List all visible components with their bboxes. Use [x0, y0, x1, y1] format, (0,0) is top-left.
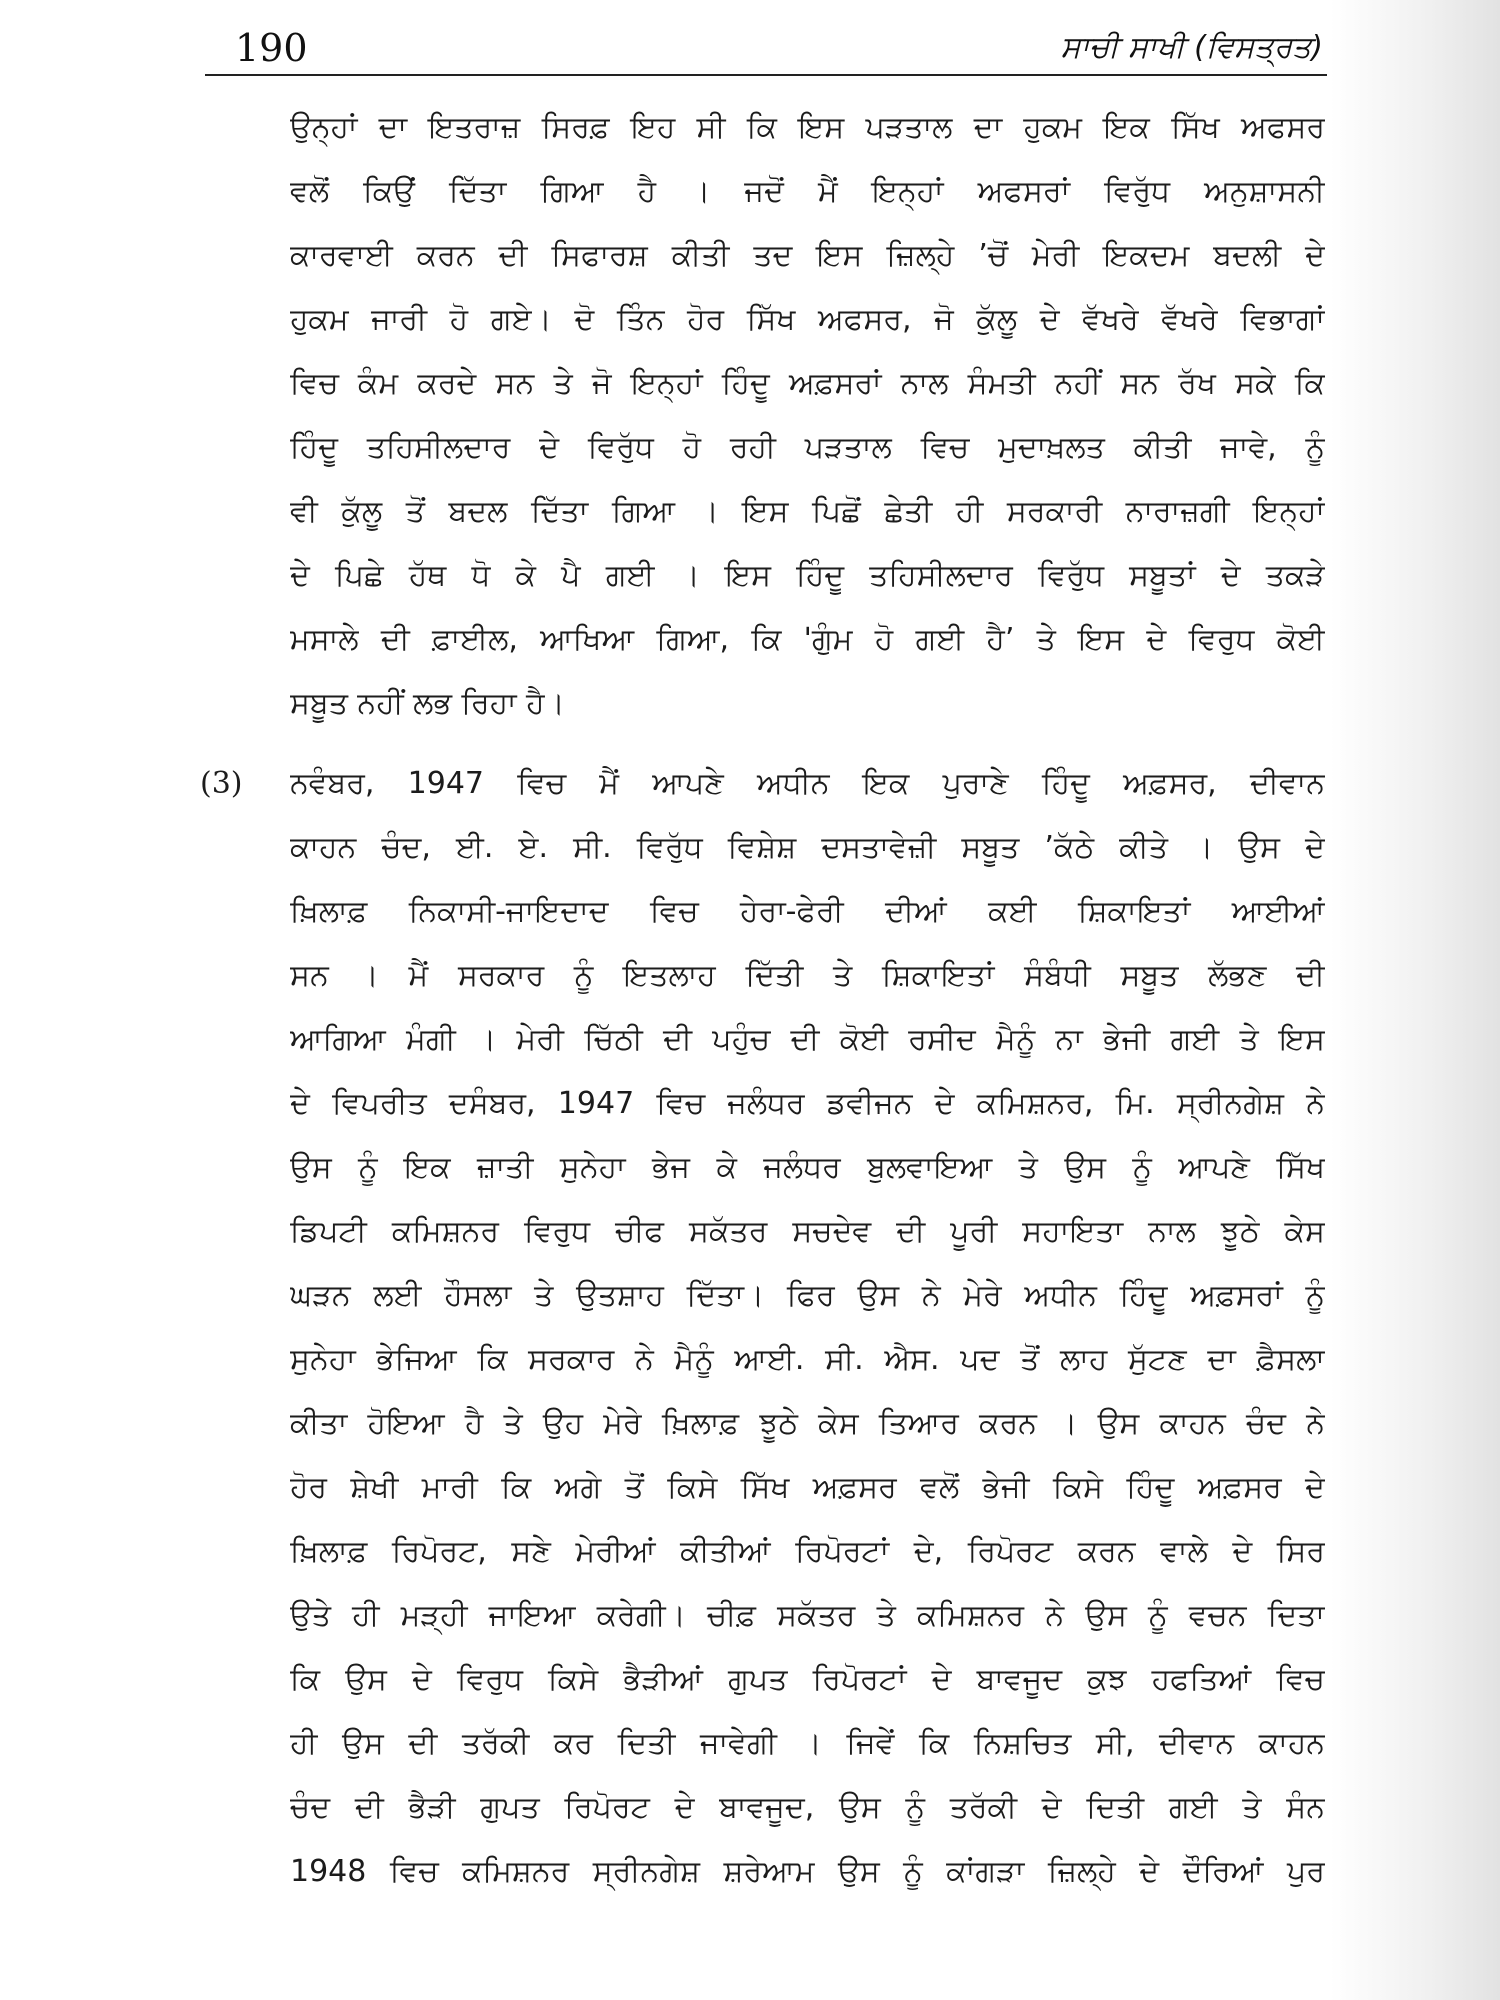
text-line: ਕੀਤਾ ਹੋਇਆ ਹੈ ਤੇ ਉਹ ਮੇਰੇ ਖ਼ਿਲਾਫ਼ ਝੂਠੇ ਕੇਸ ਤਿਆਰ ਕਰਨ । ਉਸ ਕਾਹਨ ਚੰਦ ਨੇ — [290, 1406, 1325, 1441]
header-rule — [205, 74, 1327, 76]
text-line: ਘੜਨ ਲਈ ਹੌਸਲਾ ਤੇ ਉਤਸ਼ਾਹ ਦਿੱਤਾ। ਫਿਰ ਉਸ ਨੇ ਮੇਰੇ ਅਧੀਨ ਹਿੰਦੂ ਅਫ਼ਸਰਾਂ ਨੂੰ — [290, 1278, 1325, 1313]
text-line: ਉਨ੍ਹਾਂ ਦਾ ਇਤਰਾਜ਼ ਸਿਰਫ਼ ਇਹ ਸੀ ਕਿ ਇਸ ਪੜਤਾਲ ਦਾ ਹੁਕਮ ਇਕ ਸਿੱਖ ਅਫਸਰ — [290, 110, 1325, 145]
text-line: ਦੇ ਵਿਪਰੀਤ ਦਸੰਬਰ, 1947 ਵਿਚ ਜਲੰਧਰ ਡਵੀਜਨ ਦੇ ਕਮਿਸ਼ਨਰ, ਮਿ. ਸ੍ਰੀਨਗੇਸ਼ ਨੇ — [290, 1086, 1325, 1121]
running-title: ਸਾਚੀ ਸਾਖੀ (ਵਿਸਤ੍ਰਤ) — [1060, 30, 1323, 65]
page-edge-shadow — [1330, 0, 1500, 2000]
text-line: ਵੀ ਕੁੱਲੂ ਤੋਂ ਬਦਲ ਦਿੱਤਾ ਗਿਆ । ਇਸ ਪਿਛੋਂ ਛੇਤੀ ਹੀ ਸਰਕਾਰੀ ਨਾਰਾਜ਼ਗੀ ਇਨ੍ਹਾਂ — [290, 494, 1325, 529]
text-line: ਕਿ ਉਸ ਦੇ ਵਿਰੁਧ ਕਿਸੇ ਭੈੜੀਆਂ ਗੁਪਤ ਰਿਪੋਰਟਾਂ ਦੇ ਬਾਵਜੂਦ ਕੁਝ ਹਫਤਿਆਂ ਵਿਚ — [290, 1662, 1325, 1697]
item-number: (3) — [200, 766, 243, 801]
text-line: ਹਿੰਦੂ ਤਹਿਸੀਲਦਾਰ ਦੇ ਵਿਰੁੱਧ ਹੋ ਰਹੀ ਪੜਤਾਲ ਵਿਚ ਮੁਦਾਖ਼ਲਤ ਕੀਤੀ ਜਾਵੇ, ਨੂੰ — [290, 430, 1325, 465]
text-line: ਆਗਿਆ ਮੰਗੀ । ਮੇਰੀ ਚਿੱਠੀ ਦੀ ਪਹੁੰਚ ਦੀ ਕੋਈ ਰਸੀਦ ਮੈਨੂੰ ਨਾ ਭੇਜੀ ਗਈ ਤੇ ਇਸ — [290, 1022, 1325, 1057]
text-line: ਹੁਕਮ ਜਾਰੀ ਹੋ ਗਏ। ਦੋ ਤਿੰਨ ਹੋਰ ਸਿੱਖ ਅਫਸਰ, ਜੋ ਕੁੱਲੂ ਦੇ ਵੱਖਰੇ ਵੱਖਰੇ ਵਿਭਾਗਾਂ — [290, 302, 1325, 337]
text-line: ਕਾਹਨ ਚੰਦ, ਈ. ਏ. ਸੀ. ਵਿਰੁੱਧ ਵਿਸ਼ੇਸ਼ ਦਸਤਾਵੇਜ਼ੀ ਸਬੂਤ ’ਕੱਠੇ ਕੀਤੇ । ਉਸ ਦੇ — [290, 830, 1325, 865]
text-line: ਸਬੂਤ ਨਹੀਂ ਲਭ ਰਿਹਾ ਹੈ। — [290, 686, 565, 721]
text-line: ਨਵੰਬਰ, 1947 ਵਿਚ ਮੈਂ ਆਪਣੇ ਅਧੀਨ ਇਕ ਪੁਰਾਣੇ ਹਿੰਦੂ ਅਫ਼ਸਰ, ਦੀਵਾਨ — [290, 766, 1325, 801]
text-line: ਸੁਨੇਹਾ ਭੇਜਿਆ ਕਿ ਸਰਕਾਰ ਨੇ ਮੈਨੂੰ ਆਈ. ਸੀ. ਐਸ. ਪਦ ਤੋਂ ਲਾਹ ਸੁੱਟਣ ਦਾ ਫ਼ੈਸਲਾ — [290, 1342, 1325, 1377]
text-line: 1948 ਵਿਚ ਕਮਿਸ਼ਨਰ ਸ੍ਰੀਨਗੇਸ਼ ਸ਼ਰੇਆਮ ਉਸ ਨੂੰ ਕਾਂਗੜਾ ਜ਼ਿਲ੍ਹੇ ਦੇ ਦੌਰਿਆਂ ਪੁਰ — [290, 1854, 1325, 1889]
text-line: ਹੋਰ ਸ਼ੇਖੀ ਮਾਰੀ ਕਿ ਅਗੇ ਤੋਂ ਕਿਸੇ ਸਿੱਖ ਅਫ਼ਸਰ ਵਲੋਂ ਭੇਜੀ ਕਿਸੇ ਹਿੰਦੂ ਅਫ਼ਸਰ ਦੇ — [290, 1470, 1325, 1505]
text-line: ਸਨ । ਮੈਂ ਸਰਕਾਰ ਨੂੰ ਇਤਲਾਹ ਦਿੱਤੀ ਤੇ ਸ਼ਿਕਾਇਤਾਂ ਸੰਬੰਧੀ ਸਬੂਤ ਲੱਭਣ ਦੀ — [290, 958, 1325, 993]
text-line: ਹੀ ਉਸ ਦੀ ਤਰੱਕੀ ਕਰ ਦਿਤੀ ਜਾਵੇਗੀ । ਜਿਵੇਂ ਕਿ ਨਿਸ਼ਚਿਤ ਸੀ, ਦੀਵਾਨ ਕਾਹਨ — [290, 1726, 1325, 1761]
text-line: ਖ਼ਿਲਾਫ਼ ਨਿਕਾਸੀ-ਜਾਇਦਾਦ ਵਿਚ ਹੇਰਾ-ਫੇਰੀ ਦੀਆਂ ਕਈ ਸ਼ਿਕਾਇਤਾਂ ਆਈਆਂ — [290, 894, 1325, 929]
text-line: ਵਿਚ ਕੰਮ ਕਰਦੇ ਸਨ ਤੇ ਜੋ ਇਨ੍ਹਾਂ ਹਿੰਦੂ ਅਫ਼ਸਰਾਂ ਨਾਲ ਸੰਮਤੀ ਨਹੀਂ ਸਨ ਰੱਖ ਸਕੇ ਕਿ — [290, 366, 1325, 401]
text-line: ਦੇ ਪਿਛੇ ਹੱਥ ਧੋ ਕੇ ਪੈ ਗਈ । ਇਸ ਹਿੰਦੂ ਤਹਿਸੀਲਦਾਰ ਵਿਰੁੱਧ ਸਬੂਤਾਂ ਦੇ ਤਕੜੇ — [290, 558, 1325, 593]
text-line: ਮਸਾਲੇ ਦੀ ਫ਼ਾਈਲ, ਆਖਿਆ ਗਿਆ, ਕਿ 'ਗੁੰਮ ਹੋ ਗਈ ਹੈ’ ਤੇ ਇਸ ਦੇ ਵਿਰੁਧ ਕੋਈ — [290, 622, 1325, 657]
text-line: ਕਾਰਵਾਈ ਕਰਨ ਦੀ ਸਿਫਾਰਸ਼ ਕੀਤੀ ਤਦ ਇਸ ਜ਼ਿਲ੍ਹੇ ’ਚੋਂ ਮੇਰੀ ਇਕਦਮ ਬਦਲੀ ਦੇ — [290, 238, 1325, 273]
text-line: ਵਲੋਂ ਕਿਉਂ ਦਿੱਤਾ ਗਿਆ ਹੈ । ਜਦੋਂ ਮੈਂ ਇਨ੍ਹਾਂ ਅਫਸਰਾਂ ਵਿਰੁੱਧ ਅਨੁਸ਼ਾਸਨੀ — [290, 174, 1325, 209]
text-line: ਡਿਪਟੀ ਕਮਿਸ਼ਨਰ ਵਿਰੁਧ ਚੀਫ ਸਕੱਤਰ ਸਚਦੇਵ ਦੀ ਪੂਰੀ ਸਹਾਇਤਾ ਨਾਲ ਝੂਠੇ ਕੇਸ — [290, 1214, 1325, 1249]
text-line: ਉਸ ਨੂੰ ਇਕ ਜ਼ਾਤੀ ਸੁਨੇਹਾ ਭੇਜ ਕੇ ਜਲੰਧਰ ਬੁਲਵਾਇਆ ਤੇ ਉਸ ਨੂੰ ਆਪਣੇ ਸਿੱਖ — [290, 1150, 1325, 1185]
text-line: ਉਤੇ ਹੀ ਮੜ੍ਹੀ ਜਾਇਆ ਕਰੇਗੀ। ਚੀਫ਼ ਸਕੱਤਰ ਤੇ ਕਮਿਸ਼ਨਰ ਨੇ ਉਸ ਨੂੰ ਵਚਨ ਦਿਤਾ — [290, 1598, 1325, 1633]
page-number: 190 — [235, 26, 308, 70]
page-header — [205, 22, 1325, 74]
text-line: ਖ਼ਿਲਾਫ਼ ਰਿਪੋਰਟ, ਸਣੇ ਮੇਰੀਆਂ ਕੀਤੀਆਂ ਰਿਪੋਰਟਾਂ ਦੇ, ਰਿਪੋਰਟ ਕਰਨ ਵਾਲੇ ਦੇ ਸਿਰ — [290, 1534, 1325, 1569]
text-line: ਚੰਦ ਦੀ ਭੈੜੀ ਗੁਪਤ ਰਿਪੋਰਟ ਦੇ ਬਾਵਜੂਦ, ਉਸ ਨੂੰ ਤਰੱਕੀ ਦੇ ਦਿਤੀ ਗਈ ਤੇ ਸੰਨ — [290, 1790, 1325, 1825]
